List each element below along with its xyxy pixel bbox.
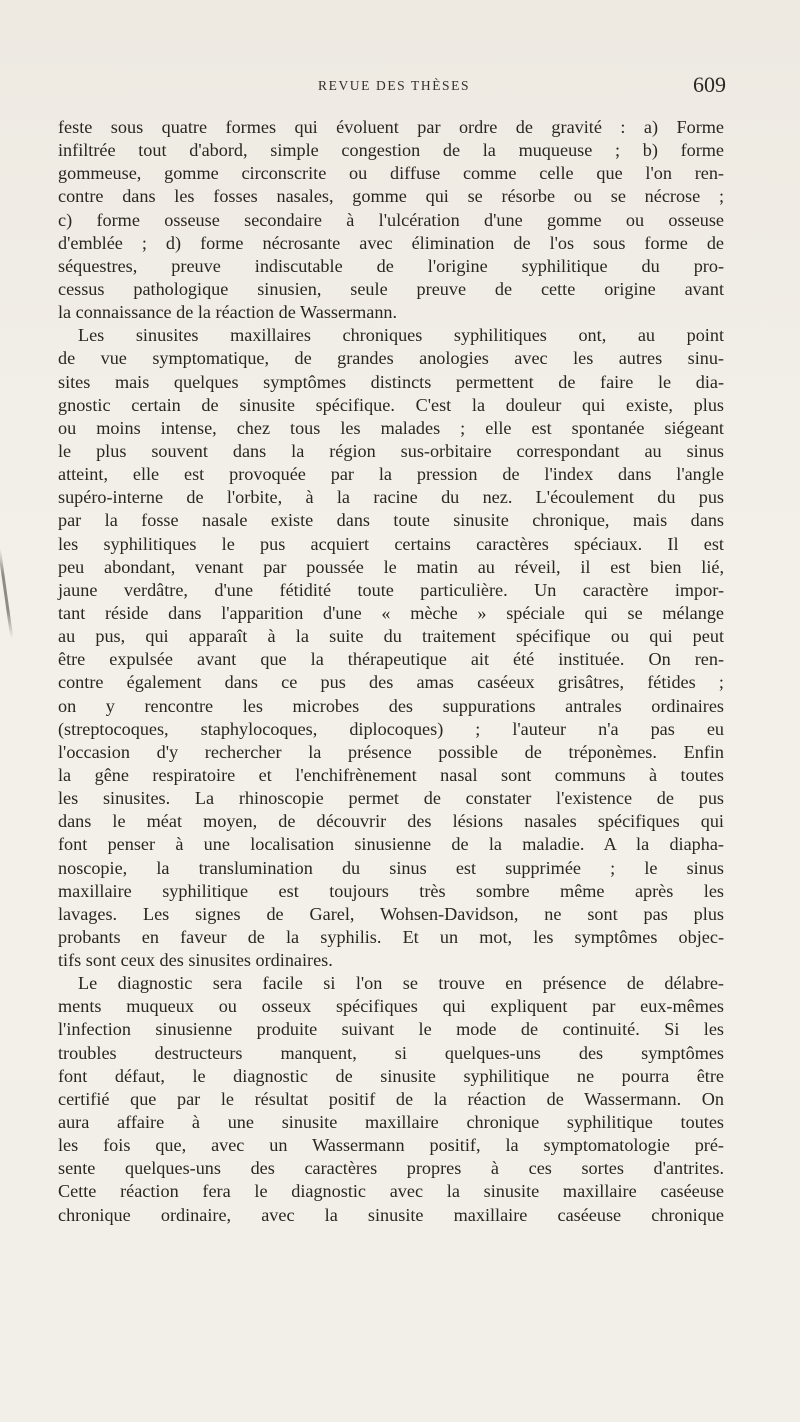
text-line: troubles destructeurs manquent, si quelques-uns des symptômes: [58, 1042, 724, 1063]
text-line: contre également dans ce pus des amas caséeux grisâtres, fétides ;: [58, 672, 724, 693]
text-line: gnostic certain de sinusite spécifique. C'est la douleur qui existe, plus: [58, 394, 724, 415]
text-line: les syphilitiques le pus acquiert certains caractères spéciaux. Il est: [58, 533, 724, 554]
page-header: [58, 72, 726, 102]
text-line: font défaut, le diagnostic de sinusite syphilitique ne pourra être: [58, 1065, 724, 1086]
text-line: supéro-interne de l'orbite, à la racine du nez. L'écoulement du pus: [58, 487, 724, 508]
text-line: contre dans les fosses nasales, gomme qui se résorbe ou se nécrose ;: [58, 186, 724, 207]
text-line: c) forme osseuse secondaire à l'ulcération d'une gomme ou osseuse: [58, 209, 724, 230]
text-line: feste sous quatre formes qui évoluent par ordre de gravité : a) Forme: [58, 117, 724, 137]
text-line: de vue symptomatique, de grandes anologies avec les autres sinu-: [58, 348, 724, 369]
text-line: gommeuse, gomme circonscrite ou diffuse comme celle que l'on ren-: [58, 163, 724, 184]
text-line: d'emblée ; d) forme nécrosante avec élimination de l'os sous forme de: [58, 232, 724, 253]
text-line: on y rencontre les microbes des suppurations antrales ordinaires: [58, 695, 724, 716]
running-head: REVUE DES THÈSES: [318, 78, 471, 93]
text-line: font penser à une localisation sinusienne de la maladie. A la diapha-: [58, 834, 724, 855]
paragraph-start-line: Les sinusites maxillaires chroniques syphilitiques ont, au point: [78, 325, 724, 346]
text-line: certifié que par le résultat positif de la réaction de Wassermann. On: [58, 1088, 724, 1109]
text-line: infiltrée tout d'abord, simple congestion de la muqueuse ; b) forme: [58, 140, 724, 161]
text-line: Cette réaction fera le diagnostic avec la sinusite maxillaire caséeuse: [58, 1181, 724, 1202]
text-line: lavages. Les signes de Garel, Wohsen-Davidson, ne sont pas plus: [58, 903, 724, 924]
text-line: jaune verdâtre, d'une fétidité toute particulière. Un caractère impor-: [58, 579, 724, 600]
text-line: probants en faveur de la syphilis. Et un mot, les symptômes objec-: [58, 926, 724, 947]
text-line: les fois que, avec un Wassermann positif, la symptomatologie pré-: [58, 1135, 724, 1156]
text-line: le plus souvent dans la région sus-orbitaire correspondant au sinus: [58, 440, 724, 461]
text-line: au pus, qui apparaît à la suite du traitement spécifique ou qui peut: [58, 626, 724, 647]
page-edge-mark: [0, 548, 13, 638]
paragraph-end-line: la connaissance de la réaction de Wassermann.: [58, 302, 398, 323]
text-line: cessus pathologique sinusien, seule preuve de cette origine avant: [58, 278, 724, 299]
text-line: aura affaire à une sinusite maxillaire chronique syphilitique toutes: [58, 1112, 724, 1133]
paragraph-end-line: tifs sont ceux des sinusites ordinaires.: [58, 950, 333, 971]
text-line: atteint, elle est provoquée par la pression de l'index dans l'angle: [58, 464, 724, 485]
body-text: [58, 116, 724, 1227]
text-line: sente quelques-uns des caractères propres à ces sortes d'antrites.: [58, 1158, 724, 1179]
text-line: ou moins intense, chez tous les malades ; elle est spontanée siégeant: [58, 417, 724, 438]
text-line: être expulsée avant que la thérapeutique ait été instituée. On ren-: [58, 649, 724, 670]
text-line: maxillaire syphilitique est toujours très sombre même après les: [58, 880, 724, 901]
text-line: séquestres, preuve indiscutable de l'origine syphilitique du pro-: [58, 255, 724, 276]
text-line: les sinusites. La rhinoscopie permet de constater l'existence de pus: [58, 788, 724, 809]
text-line: tant réside dans l'apparition d'une « mèche » spéciale qui se mélange: [58, 602, 724, 623]
text-line: la gêne respiratoire et l'enchifrènement nasal sont communs à toutes: [58, 764, 724, 785]
text-line: l'occasion d'y rechercher la présence possible de tréponèmes. Enfin: [58, 741, 724, 762]
text-line: l'infection sinusienne produite suivant le mode de continuité. Si les: [58, 1019, 724, 1040]
text-line: chronique ordinaire, avec la sinusite maxillaire caséeuse chronique: [58, 1204, 724, 1225]
text-line: noscopie, la translumination du sinus est supprimée ; le sinus: [58, 857, 724, 878]
paragraph-start-line: Le diagnostic sera facile si l'on se trouve en présence de délabre-: [78, 973, 724, 994]
text-line: ments muqueux ou osseux spécifiques qui expliquent par eux-mêmes: [58, 996, 724, 1017]
text-line: par la fosse nasale existe dans toute sinusite chronique, mais dans: [58, 510, 724, 531]
text-line: peu abondant, venant par poussée le matin au réveil, il est bien lié,: [58, 556, 724, 577]
text-line: (streptocoques, staphylocoques, diplocoques) ; l'auteur n'a pas eu: [58, 718, 724, 739]
page-number: 609: [693, 72, 726, 97]
text-line: sites mais quelques symptômes distincts permettent de faire le dia-: [58, 371, 724, 392]
text-line: dans le méat moyen, de découvrir des lésions nasales spécifiques qui: [58, 811, 724, 832]
